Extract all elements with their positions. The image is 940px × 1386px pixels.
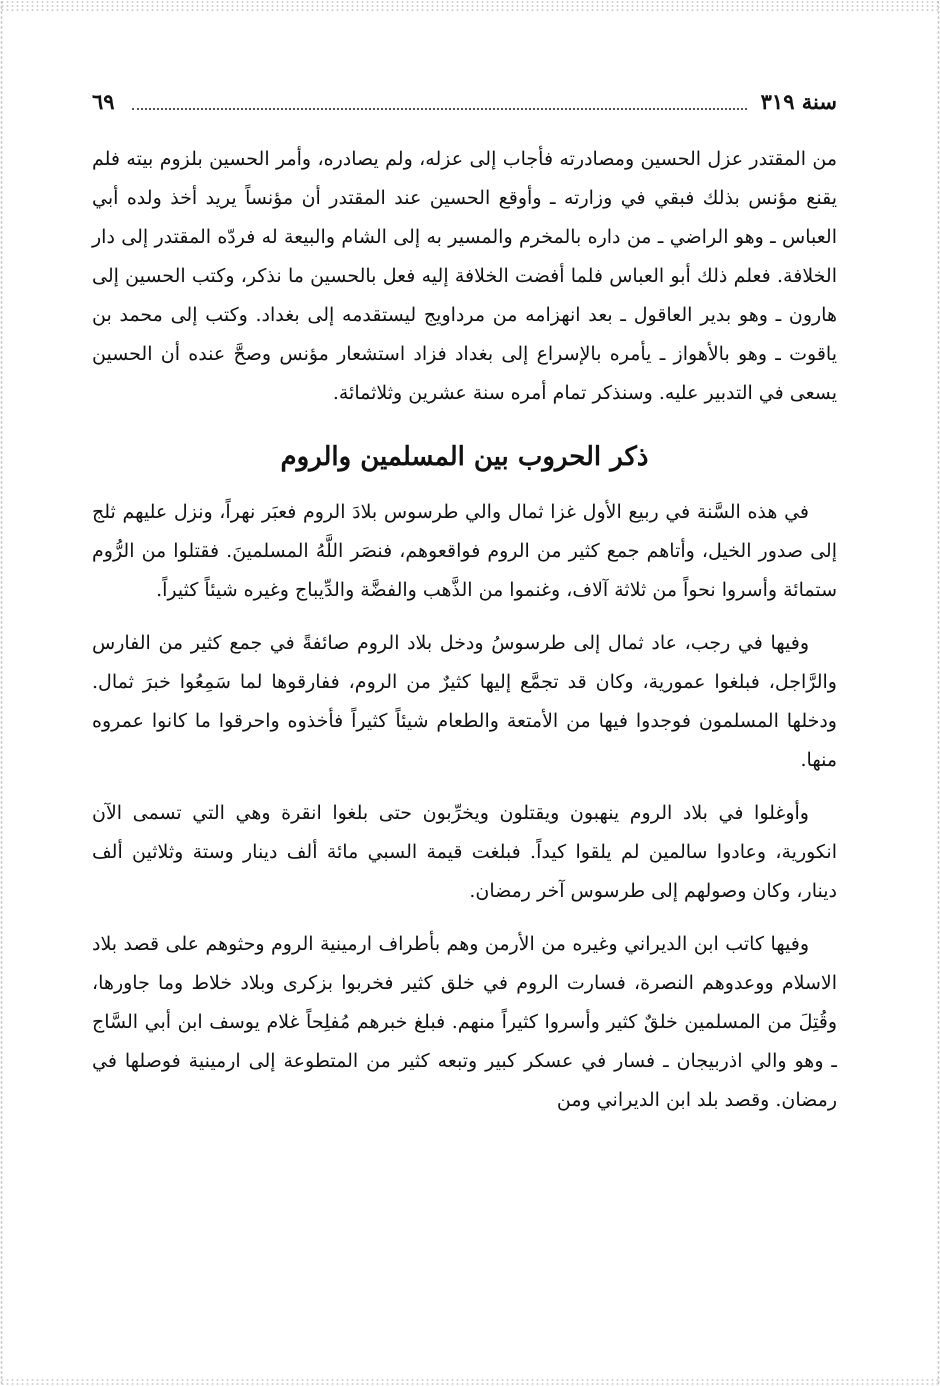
section-paragraph-1: في هذه السَّنة في ربيع الأول غزا ثمال والي طرسوس بلادَ الروم فعبَر نهراً، ونزل عليهم ثلج إلى صدور الخيل، وأتاهم جمع كثير من الروم فواقعوهم، فنصَر اللَّهُ المسلمينَ. فقتلوا من الرُّوم ستمائة وأسروا نحواً من ثلاثة آلاف، وغنموا من الذَّهب والفضَّة والدِّيباج وغيره شيئاً كثيراً. [92,501,837,601]
section-paragraph-4: وفيها كاتب ابن الديراني وغيره من الأرمن وهم بأطراف ارمينية الروم وحثوهم على قصد بلاد الاسلام ووعدوهم النصرة، فسارت الروم في خلق كثير فخربوا بزكرى وبلاد خلاط وما جاورها، وقُتِلَ من المسلمين خلقٌ كثير وأسروا كثيراً منهم. فبلغ خبرهم مُفلِحاً غلام يوسف ابن أبي السَّاج ـ وهو والي اذربيجان ـ فسار في عسكر كبير وتبعه كثير من المتطوعة إلى ارمينية فوصلها في رمضان. وقصد بلد ابن الديراني ومن [92,933,837,1111]
running-header [92,88,837,116]
page-body [92,140,837,1120]
intro-paragraph: من المقتدر عزل الحسين ومصادرته فأجاب إلى عزله، ولم يصادره، وأمر الحسين بلزوم بيته فلم يقنع مؤنس بذلك فبقي في وزارته ـ وأوقع الحسين عند المقتدر أن مؤنساً يريد أخذ ولده أبي العباس ـ وهو الراضي ـ من داره بالمخرم والمسير به إلى الشام والبيعة له فردّه المقتدر إلى دار الخلافة. فعلم ذلك أبو العباس فلما أفضت الخلافة إليه فعل بالحسين ما نذكر، وكتب الحسين إلى هارون ـ وهو بدير العاقول ـ بعد انهزامه من مرداويج ليستقدمه إلى بغداد. وكتب إلى محمد بن ياقوت ـ وهو بالأهواز ـ يأمره بالإسراع إلى بغداد فزاد استشعار مؤنس وصحَّ عنده أن الحسين يسعى في التدبير عليه. وسنذكر تمام أمره سنة عشرين وثلاثمائة. [92,148,837,404]
section-paragraph-2: وفيها في رجب، عاد ثمال إلى طرسوسُ ودخل بلاد الروم صائفةً في جمع كثير من الفارس والرَّاجل، فبلغوا عمورية، وكان قد تجمَّع إليها كثيرٌ من الروم، ففارقوها لما سَمِعُوا خبرَ ثمال. ودخلها المسلمون فوجدوا فيها من الأمتعة والطعام شيئاً كثيراً فأخذوه واحرقوا ما كانوا عمروه منها. [92,632,837,771]
page-number: ٦٩ [92,89,115,114]
header-year-label: سنة ٣١٩ [760,89,837,114]
section-heading: ذكر الحروب بين المسلمين والروم [280,442,649,472]
section-paragraph-3: وأوغلوا في بلاد الروم ينهبون ويقتلون ويخرِّبون حتى بلغوا انقرة وهي التي تسمى الآن انكورية، وعادوا سالمين لم يلقوا كيداً. فبلغت قيمة السبي مائة ألف دينار وستة وثلاثين ألف دينار، وكان وصولهم إلى طرسوس آخر رمضان. [92,802,837,902]
header-dotted-leader [132,108,747,110]
